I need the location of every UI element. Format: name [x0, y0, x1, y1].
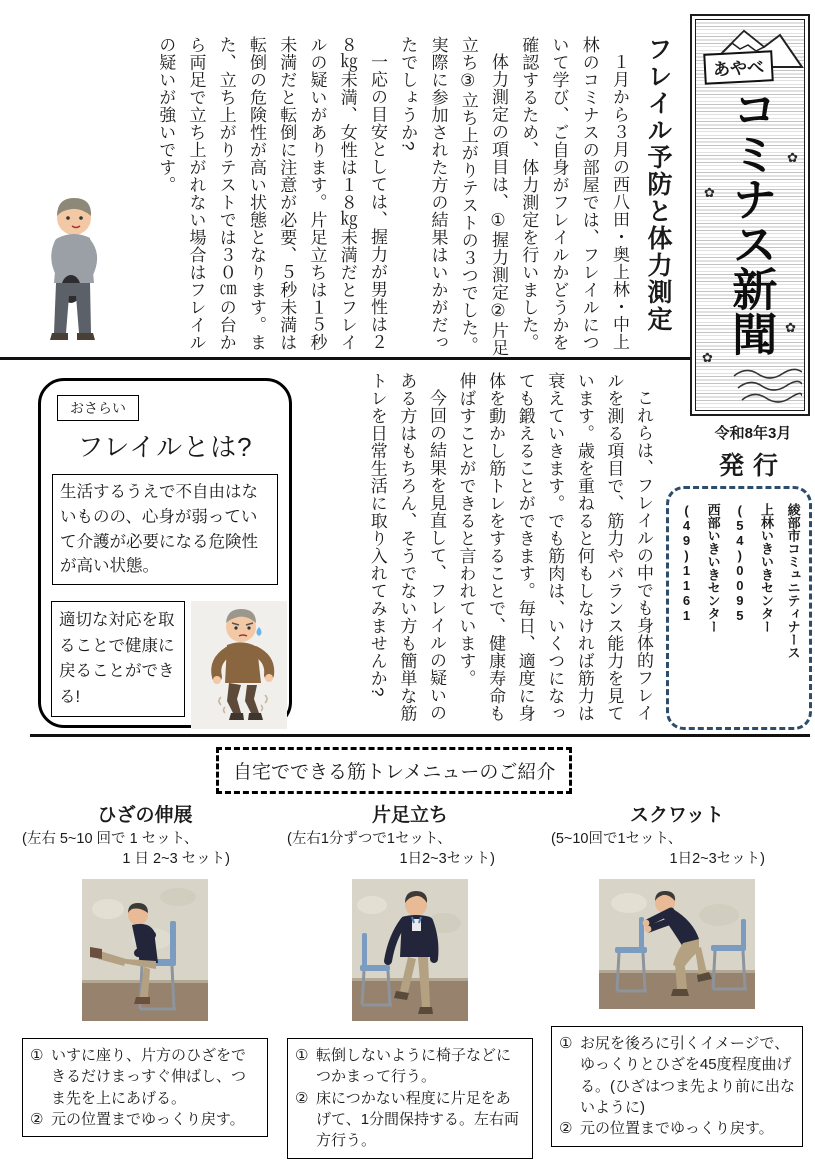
frail-man-illustration	[191, 601, 287, 729]
mid-article-paragraph: 今回の結果を見直して、フレイルの疑いのある方はもちろん、そうでない方も簡単な筋トレを日常生活に取り入れてみませんか?	[367, 372, 446, 722]
photo-one-leg-stand-scene	[352, 879, 468, 1021]
contact-box	[666, 486, 812, 730]
contact-phone-2: (49)1161	[679, 503, 695, 623]
newspaper-banner-frame	[695, 19, 805, 411]
instruction-step	[559, 1118, 795, 1139]
exercise-sets-line: (左右1分ずつで1セット、	[287, 831, 452, 847]
exercise-instructions	[22, 1038, 268, 1137]
contact-phone-1: (54)0095	[732, 503, 748, 623]
step-text: いすに座り、片方のひざをできるだけまっすぐ伸ばし、つま先を上にあげる。	[51, 1047, 247, 1107]
step-number: ①	[559, 1035, 573, 1053]
blossom-icon: ✿	[704, 185, 715, 200]
step-number: ①	[295, 1047, 309, 1065]
photo-squat-scene	[599, 879, 755, 1009]
step-number: ①	[30, 1047, 44, 1065]
instruction-step	[30, 1109, 260, 1130]
step-text: 転倒しないように椅子などにつかまって行う。	[316, 1047, 512, 1086]
photo-knee-extension-scene	[82, 879, 208, 1021]
exercise-name: ひざの伸展	[97, 805, 193, 826]
exercise-sets-line: (左右 5~10 回で 1 セット、	[22, 831, 199, 847]
step-text: 元の位置までゆっくり戻す。	[51, 1111, 245, 1129]
instruction-step	[295, 1045, 525, 1088]
exercise-sets	[22, 830, 268, 869]
section-divider	[0, 357, 690, 360]
recap-bottom-row	[51, 601, 281, 729]
exercise-sets-line: 1日2~3セット)	[399, 850, 495, 867]
contact-center-1: 上林いきいきセンター	[758, 503, 774, 633]
wave-pattern-icon	[732, 364, 802, 408]
frail-man-drawing	[191, 601, 287, 729]
mid-article-body	[300, 372, 658, 730]
contact-org: 綾部市コミュニティナース	[785, 503, 801, 659]
step-text: 床につかない程度に片足をあげて、1分間保持する。左右両方行う。	[316, 1089, 520, 1150]
exercise-column-one-leg-stand	[287, 800, 533, 1159]
article-paragraph: １月から３月の西八田・奥上林・中上林のコミナスの部屋では、フレイルについて学び、ご自身がフレイルかどうかを確認するため、体力測定を行いました。	[519, 36, 629, 351]
instruction-step	[559, 1033, 795, 1118]
exercise-name: 片足立ち	[371, 805, 448, 826]
frailty-definition: 生活するうえで不自由はないものの、心身が弱っていて介護が必要になる危険性が高い状態。	[52, 474, 278, 585]
contact-lines	[672, 503, 805, 718]
frailty-remedy: 適切な対応を取ることで健康に戻ることができる!	[51, 601, 185, 717]
publication-label: 発行	[718, 452, 787, 480]
publication-date: 令和8年3月	[714, 425, 792, 442]
exercise-instructions	[551, 1026, 803, 1146]
grip-test-man-illustration	[24, 188, 120, 353]
step-text: 元の位置までゆっくり戻す。	[580, 1120, 774, 1138]
blossom-icon: ✿	[787, 150, 798, 165]
photo-knee-extension	[82, 879, 208, 1026]
contact-center-2: 西部いきいきセンター	[705, 503, 721, 633]
grip-test-man-drawing	[24, 188, 120, 348]
blossom-icon: ✿	[785, 320, 796, 335]
instruction-step	[30, 1045, 260, 1109]
recap-box	[38, 378, 292, 728]
banner-title: コミナス新聞	[725, 86, 776, 356]
step-number: ②	[295, 1089, 309, 1107]
blossom-icon: ✿	[702, 350, 713, 365]
article-paragraph: 体力測定の項目は、①握力測定②片足立ち③立ち上がりテストの３つでした。実際に参加された方の結果はいかがだったでしょうか?	[398, 36, 508, 357]
exercise-sets-line: (5~10回で1セット、	[551, 831, 683, 847]
exercise-sets	[287, 830, 533, 869]
photo-squat	[599, 879, 755, 1014]
training-section-title: 自宅でできる筋トレメニューのご紹介	[216, 747, 572, 794]
step-number: ②	[30, 1111, 44, 1129]
step-number: ②	[559, 1120, 573, 1138]
exercise-sets-line: 1日2~3セット)	[669, 850, 765, 867]
recap-label: おさらい	[57, 395, 139, 421]
article-body	[60, 36, 634, 360]
exercise-sets-line: 1 日 2~3 セット)	[122, 850, 230, 867]
newspaper-banner	[690, 14, 810, 416]
article-paragraph: 一応の目安としては、握力が男性は２８㎏未満、女性は１８㎏未満だとフレイルの疑いがあります。片足立ちは１５秒未満だと転倒に注意が必要、５秒未満は転倒の危険性が高い状態となります。また、立ち上がりテストでは３０㎝の台から両足で立ち上がれない場合はフレイルの疑いが強いです。	[156, 36, 387, 351]
instruction-step	[295, 1088, 525, 1152]
mid-article-paragraph: これらは、フレイルの中でも身体的フレイルを測る項目で、筋力やバランス能力を見ています。歳を重ねると何もしなければ筋力は衰えていきます。でも筋肉は、いくつになっても鍛えることができます。毎日、適度に身体を動かし筋トレをすることで、健康寿命も伸ばすことができると言われています。	[456, 372, 653, 722]
exercise-name: スクワット	[629, 805, 725, 826]
recap-heading: フレイルとは?	[77, 432, 253, 462]
step-text: お尻を後ろに引くイメージで、ゆっくりとひざを45度程度曲げる。(ひざはつま先より前に出ないように)	[580, 1035, 795, 1117]
photo-one-leg-stand	[352, 879, 468, 1026]
exercise-column-knee-extension	[22, 800, 268, 1137]
exercise-instructions	[287, 1038, 533, 1158]
section-divider	[30, 734, 810, 737]
article-title: フレイル予防と体力測定	[644, 36, 672, 333]
banner-region-label: あやべ	[703, 50, 774, 85]
exercise-column-squat	[551, 800, 803, 1147]
exercise-sets	[551, 830, 803, 869]
